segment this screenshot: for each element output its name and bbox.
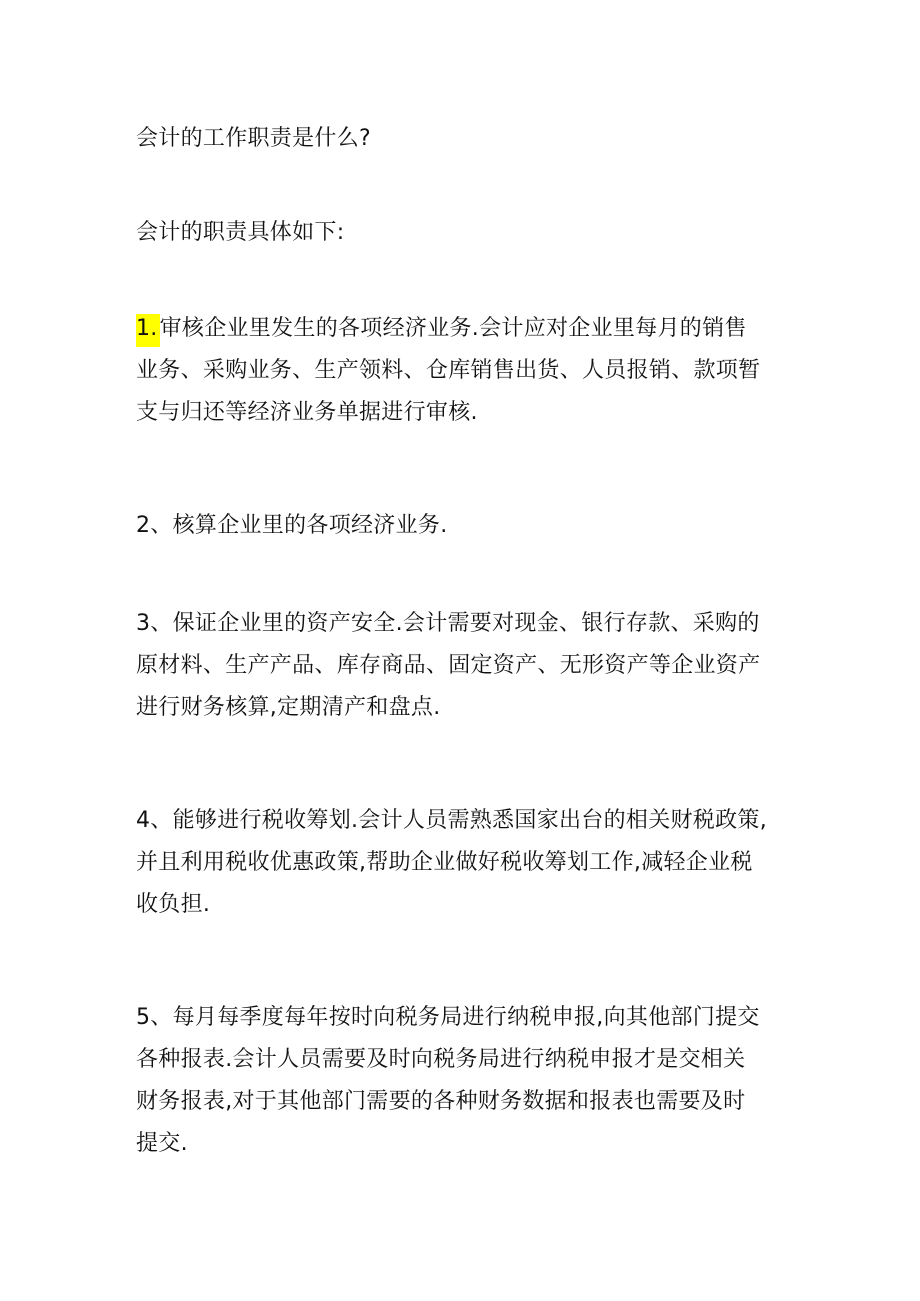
list-item — [136, 505, 796, 547]
list-item-text: 保证企业里的资产安全.会计需要对现金、银行存款、采购的 原材料、生产产品、库存商品、固定资产、无形资产等企业资产 进行财务核算,定期清产和盘点. — [136, 611, 761, 720]
list-item — [136, 997, 796, 1165]
list-item-text: 审核企业里发生的各项经济业务.会计应对企业里每月的销售 业务、采购业务、生产领料、仓库销售出货、人员报销、款项暂 支与归还等经济业务单据进行审核. — [136, 316, 761, 425]
list-item-text: 核算企业里的各项经济业务. — [172, 513, 448, 538]
list-item-number: 4、 — [136, 808, 173, 833]
list-item-text: 每月每季度每年按时向税务局进行纳税申报,向其他部门提交 各种报表.会计人员需要及时向税务局进行纳税申报才是交相关 财务报表,对于其他部门需要的各种财务数据和报表也需要及时 提交. — [136, 1005, 760, 1156]
intro-line: 会计的职责具体如下: — [136, 220, 345, 245]
list-item-number: 5、 — [136, 1005, 173, 1030]
list-item — [136, 800, 796, 926]
list-item-number: 2、 — [136, 513, 173, 538]
highlighted-item-number: 1. — [136, 314, 160, 347]
list-item — [136, 603, 796, 729]
document-title: 会计的工作职责是什么? — [136, 126, 371, 151]
list-item-text: 能够进行税收筹划.会计人员需熟悉国家出台的相关财税政策, 并且利用税收优惠政策,帮助企业做好税收筹划工作,减轻企业税 收负担. — [136, 808, 767, 917]
list-item-number: 3、 — [136, 611, 173, 636]
list-item — [136, 308, 796, 434]
